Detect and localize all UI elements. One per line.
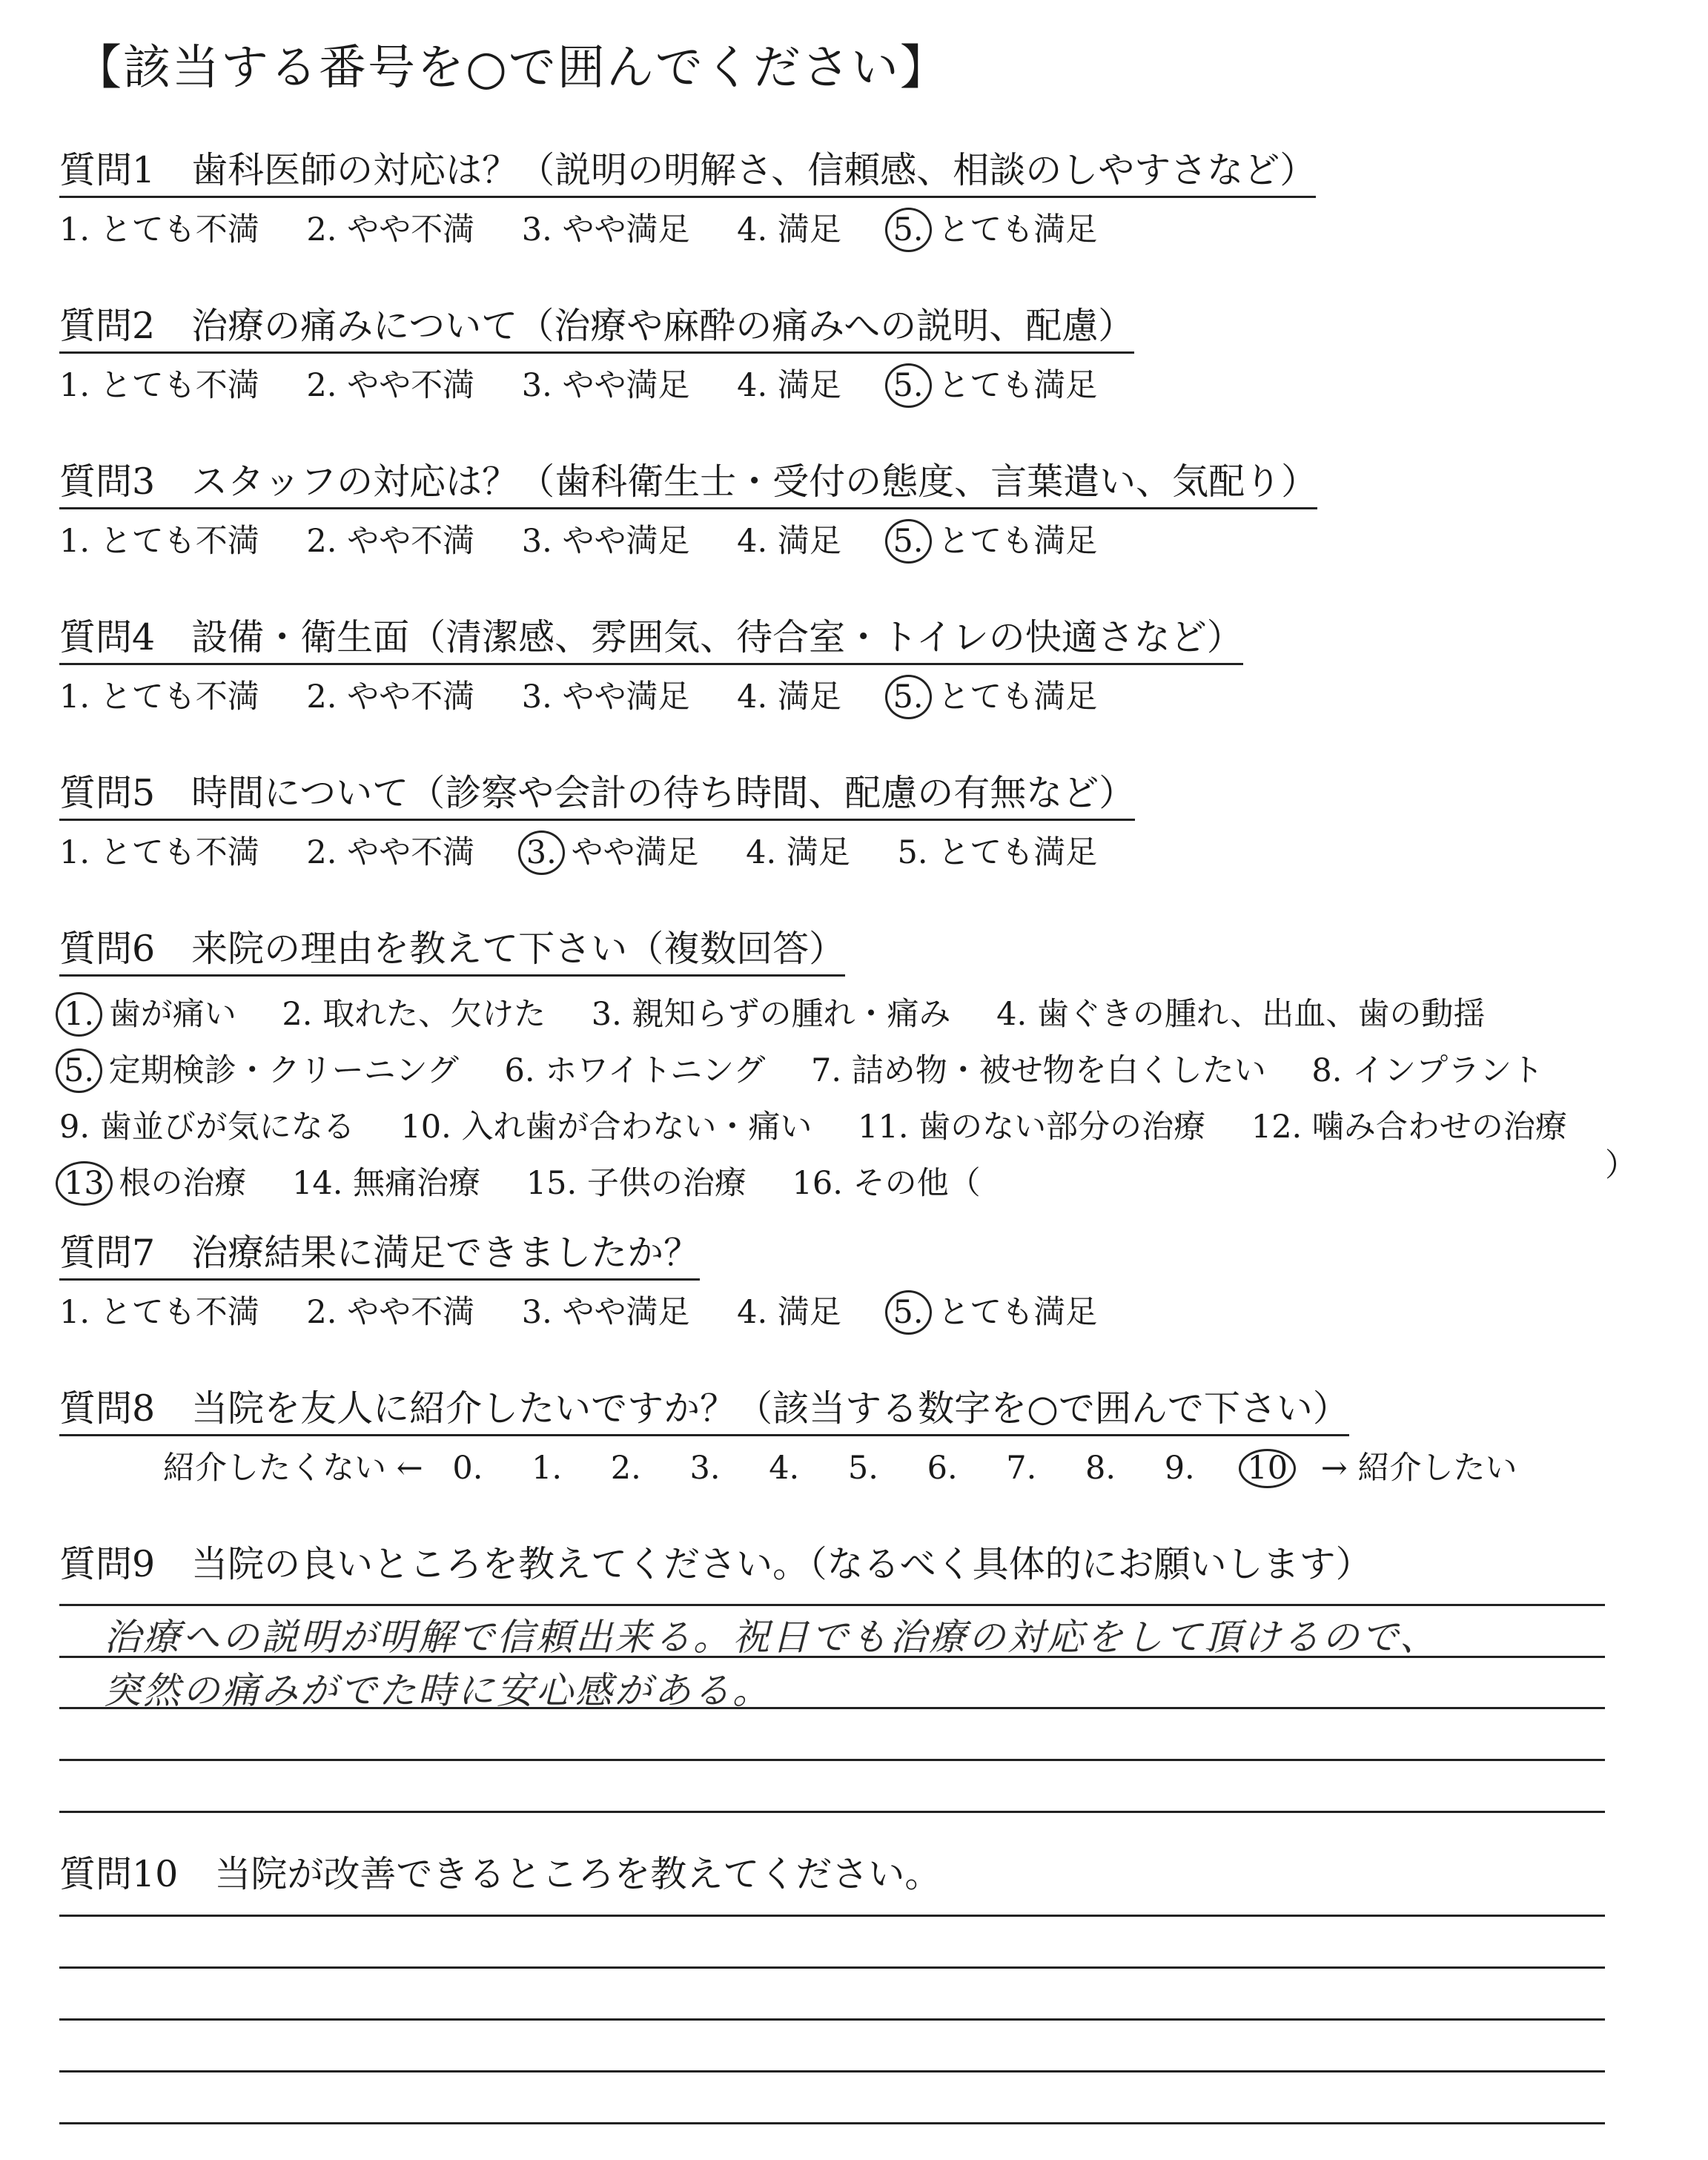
- answer-line: [59, 1759, 1605, 1761]
- option-3[interactable]: 3. やや満足: [521, 1294, 690, 1331]
- question-1-heading: 質問1 歯科医師の対応は？（説明の明解さ、信頼感、相談のしやすさなど）: [59, 152, 1316, 198]
- reason-row-2: [59, 1052, 1603, 1089]
- option-1[interactable]: 1. とても不満: [59, 367, 259, 404]
- option-1[interactable]: 1. とても不満: [59, 211, 259, 248]
- option-5-circled[interactable]: 5. とても満足: [889, 681, 1098, 713]
- scale-5[interactable]: 5.: [847, 1450, 878, 1487]
- option-5-circled[interactable]: 5. とても満足: [889, 1297, 1098, 1329]
- scale-2[interactable]: 2.: [610, 1450, 641, 1487]
- question-8: [59, 1387, 1517, 1487]
- answer-line: [59, 1707, 1605, 1709]
- option-1[interactable]: 1. とても不満: [59, 834, 259, 871]
- reason-16-other[interactable]: 16. その他（: [792, 1165, 981, 1202]
- option-3[interactable]: 3. やや満足: [521, 211, 690, 248]
- question-7-options: [59, 1294, 1134, 1331]
- reason-7[interactable]: 7. 詰め物・被せ物を白くしたい: [811, 1052, 1266, 1089]
- handwritten-answer-line-2[interactable]: 突然の痛みがでた時に安心感がある。: [104, 1669, 772, 1712]
- scale-3[interactable]: 3.: [689, 1450, 721, 1487]
- other-close-paren: ）: [1605, 1147, 1637, 1184]
- question-9-heading: 質問9 当院の良いところを教えてください。（なるべく具体的にお願いします）: [59, 1543, 1372, 1585]
- reason-5-circled[interactable]: 5. 定期検診・クリーニング: [59, 1055, 459, 1087]
- scale-4[interactable]: 4.: [769, 1450, 800, 1487]
- option-3-circled[interactable]: 3. やや満足: [522, 837, 699, 869]
- question-2-heading: 質問2 治療の痛みについて（治療や麻酔の痛みへの説明、配慮）: [59, 308, 1134, 354]
- reason-13-circled[interactable]: 13 根の治療: [59, 1168, 246, 1200]
- option-4[interactable]: 4. 満足: [737, 1294, 841, 1331]
- option-4[interactable]: 4. 満足: [737, 678, 841, 716]
- question-5-heading: 質問5 時間について（診察や会計の待ち時間、配慮の有無など）: [59, 775, 1135, 821]
- question-10-heading: 質問10 当院が改善できるところを教えてください。: [59, 1853, 941, 1895]
- reason-15[interactable]: 15. 子供の治療: [526, 1165, 747, 1202]
- answer-line: [59, 2122, 1605, 2124]
- reason-8[interactable]: 8. インプラント: [1311, 1052, 1544, 1089]
- option-1[interactable]: 1. とても不満: [59, 1294, 259, 1331]
- question-3-heading: 質問3 スタッフの対応は？（歯科衛生士・受付の態度、言葉遣い、気配り）: [59, 463, 1317, 509]
- reason-9[interactable]: 9. 歯並びが気になる: [59, 1109, 355, 1146]
- question-3: [59, 460, 1318, 560]
- reason-11[interactable]: 11. 歯のない部分の治療: [858, 1109, 1206, 1146]
- answer-line: [59, 1604, 1605, 1606]
- answer-line: [59, 2070, 1605, 2073]
- question-1-options: [59, 211, 1316, 248]
- question-7-heading: 質問7 治療結果に満足できましたか？: [59, 1235, 700, 1281]
- question-4-heading: 質問4 設備・衛生面（清潔感、雰囲気、待合室・トイレの快適さなど）: [59, 619, 1243, 665]
- answer-line: [59, 1811, 1605, 1813]
- option-1[interactable]: 1. とても不満: [59, 678, 259, 716]
- scale-0[interactable]: 0.: [452, 1450, 483, 1487]
- question-3-options: [59, 523, 1317, 560]
- question-5-options: [59, 834, 1135, 871]
- answer-line: [59, 1966, 1605, 1969]
- reason-row-4: [59, 1165, 1603, 1202]
- answer-line: [59, 2018, 1605, 2021]
- question-2-options: [59, 367, 1134, 404]
- scale-9[interactable]: 9.: [1164, 1450, 1195, 1487]
- option-4[interactable]: 4. 満足: [746, 834, 850, 871]
- option-4[interactable]: 4. 満足: [737, 211, 841, 248]
- reason-row-3: [59, 1109, 1603, 1146]
- scale-right-label: → 紹介したい: [1320, 1450, 1517, 1487]
- question-9: [59, 1543, 1372, 1585]
- question-1: [59, 149, 1317, 248]
- question-6-heading: 質問6 来院の理由を教えて下さい（複数回答）: [59, 931, 845, 977]
- option-5[interactable]: 5. とても満足: [897, 834, 1098, 871]
- option-2[interactable]: 2. やや不満: [306, 211, 475, 248]
- scale-left-label: 紹介したくない ←: [163, 1450, 423, 1487]
- reason-1-circled[interactable]: 1. 歯が痛い: [59, 999, 236, 1031]
- option-2[interactable]: 2. やや不満: [306, 367, 475, 404]
- scale-8[interactable]: 8.: [1085, 1450, 1116, 1487]
- question-6-reasons: [59, 996, 1603, 1202]
- reason-14[interactable]: 14. 無痛治療: [292, 1165, 481, 1202]
- option-3[interactable]: 3. やや満足: [521, 678, 690, 716]
- reason-row-1: [59, 996, 1603, 1033]
- page-title: 【該当する番号を○で囲んでください】: [74, 41, 949, 96]
- scale-1[interactable]: 1.: [532, 1450, 563, 1487]
- option-2[interactable]: 2. やや不満: [306, 834, 475, 871]
- reason-2[interactable]: 2. 取れた、欠けた: [282, 996, 546, 1033]
- handwritten-answer-line-1[interactable]: 治療への説明が明解で信頼出来る。祝日でも治療の対応をして頂けるので、: [104, 1616, 1439, 1659]
- reason-3[interactable]: 3. 親知らずの腫れ・痛み: [591, 996, 951, 1033]
- question-6: [59, 928, 1603, 1202]
- option-3[interactable]: 3. やや満足: [521, 367, 690, 404]
- reason-12[interactable]: 12. 噛み合わせの治療: [1251, 1109, 1567, 1146]
- question-4-options: [59, 678, 1243, 716]
- option-2[interactable]: 2. やや不満: [306, 678, 475, 716]
- option-5-circled[interactable]: 5. とても満足: [889, 526, 1098, 558]
- reason-6[interactable]: 6. ホワイトニング: [504, 1052, 766, 1089]
- option-1[interactable]: 1. とても不満: [59, 523, 259, 560]
- question-2: [59, 305, 1135, 404]
- option-5-circled[interactable]: 5. とても満足: [889, 214, 1098, 246]
- option-5-circled[interactable]: 5. とても満足: [889, 370, 1098, 402]
- answer-line: [59, 1915, 1605, 1917]
- scale-7[interactable]: 7.: [1006, 1450, 1037, 1487]
- option-3[interactable]: 3. やや満足: [521, 523, 690, 560]
- recommend-scale: [163, 1450, 1517, 1487]
- option-2[interactable]: 2. やや不満: [306, 1294, 475, 1331]
- question-7: [59, 1232, 1134, 1331]
- question-8-heading: 質問8 当院を友人に紹介したいですか？（該当する数字を○で囲んで下さい）: [59, 1390, 1349, 1436]
- option-4[interactable]: 4. 満足: [737, 523, 841, 560]
- question-10: [59, 1853, 941, 1895]
- scale-10-circled[interactable]: 10: [1239, 1449, 1296, 1488]
- scale-6[interactable]: 6.: [927, 1450, 958, 1487]
- option-4[interactable]: 4. 満足: [737, 367, 841, 404]
- option-2[interactable]: 2. やや不満: [306, 523, 475, 560]
- question-5: [59, 772, 1136, 871]
- reason-10[interactable]: 10. 入れ歯が合わない・痛い: [400, 1109, 812, 1146]
- answer-line: [59, 1656, 1605, 1658]
- question-4: [59, 616, 1243, 716]
- reason-4[interactable]: 4. 歯ぐきの腫れ、出血、歯の動揺: [996, 996, 1486, 1033]
